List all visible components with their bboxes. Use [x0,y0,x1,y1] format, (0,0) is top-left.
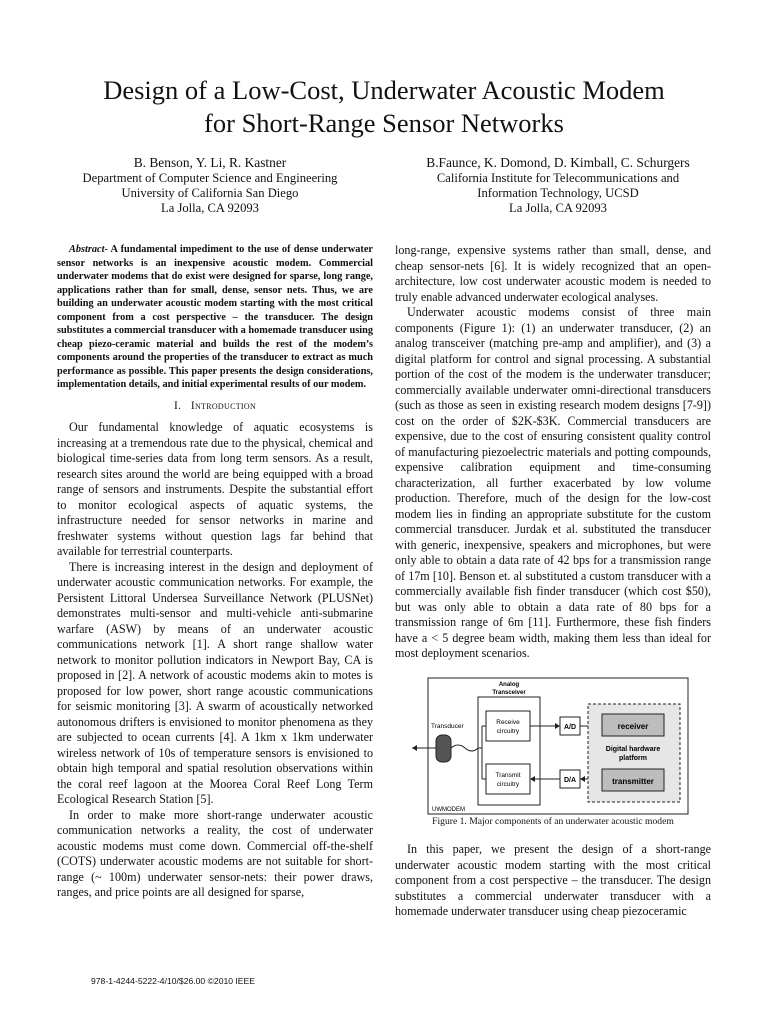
paragraph: Our fundamental knowledge of aquatic ecosystems is increasing at a tremendous rate due to the physical, chemical and biological time-series data from long term sensors. As a result, research sites around the world are being equipped with a broad range of sensors and instruments. Despite the substantial effort to monitor ecological aspects of aquatic systems, the infrastructure needed for sensor networks in marine and freshwater systems without question lags far behind that available for terrestrial counterparts. [57,420,373,558]
right-column-continued [395,842,711,920]
author-names: B. Benson, Y. Li, R. Kastner [133,155,287,170]
affiliation-line: La Jolla, CA 92093 [161,201,259,215]
figure-modem-diagram [410,676,698,816]
analog-label: Transceiver [492,690,526,696]
paragraph: In order to make more short-range underwater acoustic communication networks a reality, the cost of underwater acoustic modems must come down. Commercial off-the-shelf (COTS) underwater acoustic modems are not suitable for short-range (~ 100m) underwater sensor-nets: their power draws, ranges, and price points are all designed for sparse, [57,807,373,899]
footer-copyright: 978-1-4244-5222-4/10/$26.00 ©2010 IEEE [91,976,256,986]
transducer-label: Transducer [431,723,464,730]
affiliation-line: California Institute for Telecommunications and [436,171,680,185]
left-column [57,243,373,901]
abstract-lead: Abstract- [69,244,108,255]
paragraph: long-range, expensive systems rather than small, dense, and cheap sensor-nets [6]. It is widely recognized that an open-architecture, low cost underwater acoustic modem is needed to truly enable advanced underwater ecological analyses. [395,243,711,304]
paragraph: In this paper, we present the design of a short-range underwater acoustic modem starting with the most critical component from a cost perspective – the transducer. The design substitutes a commercial underwater transducer with a homemade underwater transducer using cheap piezoceramic [395,842,711,918]
right-column [395,243,711,662]
affiliation-line: La Jolla, CA 92093 [509,201,607,215]
paper-title [0,74,768,140]
arrow-head-icon [580,776,585,782]
receiver-label: receiver [617,722,649,731]
transducer-icon [436,735,451,762]
author-block-left [45,154,375,216]
paragraph: Underwater acoustic modems consist of three main components (Figure 1): (1) an underwater transducer, (2) an analog transceiver (matching pre-amp and amplifier), and (3) a digital platform for control and signal processing. A substantial portion of the cost of the modem is the underwater transducer; commercially available underwater omni-directional transducers (such as those as seen in existing research modem designs [7-9]) cost on the order of $2K-$3K. Commercial transducers are expensive, due to the cost of ensuring consistent quality control of manufacturing piezoelectric materials and potting compounds, expensive calibration equipment and time-consuming characterization, all further exacerbated by low volume production. Therefore, much of the design for the low-cost modem lies in finding an appropriate substitute for the custom commercial transducer. Jurdak et al. substituted the transducer with generic, inexpensive, speakers and microphones, but were only able to obtain a data rate of 42 bps for a transmission range of 17m [10]. Benson et. al substituted a custom transducer with a commercially available fish finder transducer (which cost $50), but was only able to obtain a data rate of 80 bps for a transmission range of 6m [11]. Furthermore, these fish finders have a < 5 degree beam width, making them less than ideal for most deployment scenarios. [395,305,711,660]
figure-caption: Figure 1. Major components of an underwater acoustic modem [432,816,674,827]
abstract [57,243,373,392]
platform-label: Digital hardware [605,746,661,753]
receive-circuitry-box [486,711,530,741]
affiliation-line: University of California San Diego [121,186,299,200]
author-block-right [393,154,723,216]
arrow-head-icon [412,745,417,751]
section-number: I. [173,399,182,412]
section-heading [57,399,373,415]
title-line-1: Design of a Low-Cost, Underwater Acoustic Modem [103,75,665,105]
paragraph: There is increasing interest in the design and deployment of underwater acoustic communication networks. For example, the Persistent Littoral Undersea Surveillance Network (PLUSNet) demonstrates multi-sensor and multi-vehicle anti-submarine warfare (ASW) by means of an underwater acoustic communications network [1]. A short range shallow water network to monitor pollution indicators in Newport Bay, CA is proposed in [2]. A network of acoustic modems akin to motes is proposed for low power, short range acoustic communications for seismic monitoring [3]. A swarm of acoustically networked autonomous drifters is envisioned to monitor phenomena as they are subjected to ocean currents [4]. A 1km x 1km underwater wireless network of 10s of temperature sensors is envisioned to obtain high temporal and spatial resolution observations within the coral reef lagoon at the Moorea Coral Reef Long Term Ecological Research Station [5]. [57,559,373,806]
analog-label: Analog [498,682,520,688]
ad-label: A/D [563,724,577,731]
platform-label: platform [619,755,647,762]
title-line-2: for Short-Range Sensor Networks [204,108,564,138]
cable-line [451,745,478,751]
transmit-label: Transmit [495,772,521,779]
affiliation-line: Information Technology, UCSD [477,186,639,200]
section-title: Introduction [190,399,257,412]
transmitter-label: transmitter [612,777,654,786]
arrow-head-icon [555,723,560,729]
transmit-label: circuitry [496,781,520,788]
author-names: B.Faunce, K. Domond, D. Kimball, C. Schurgers [426,155,690,170]
da-label: D/A [563,777,577,784]
abstract-text: A fundamental impediment to the use of dense underwater sensor networks is an inexpensive acoustic modem. Commercial underwater modems that do exist were designed for sparse, long range, applications rather than for small, dense, sensor nets. Thus, we are building an underwater acoustic modem starting with the most critical component from a cost perspective – the transducer. The design substitutes a commercial transducer with a homemade transducer using cheap piezo-ceramic material and builds the rest of the modem’s components around the properties of the transducer to extract as much performance as possible. This paper presents the design considerations, implementation details, and initial experimental results of our modem. [57,244,373,390]
uwmodem-label: UWMODEM [432,807,465,813]
affiliation-line: Department of Computer Science and Engineering [82,171,338,185]
transmit-circuitry-box [486,764,530,794]
receive-label: circuitry [496,728,520,735]
receive-label: Receive [496,719,520,726]
